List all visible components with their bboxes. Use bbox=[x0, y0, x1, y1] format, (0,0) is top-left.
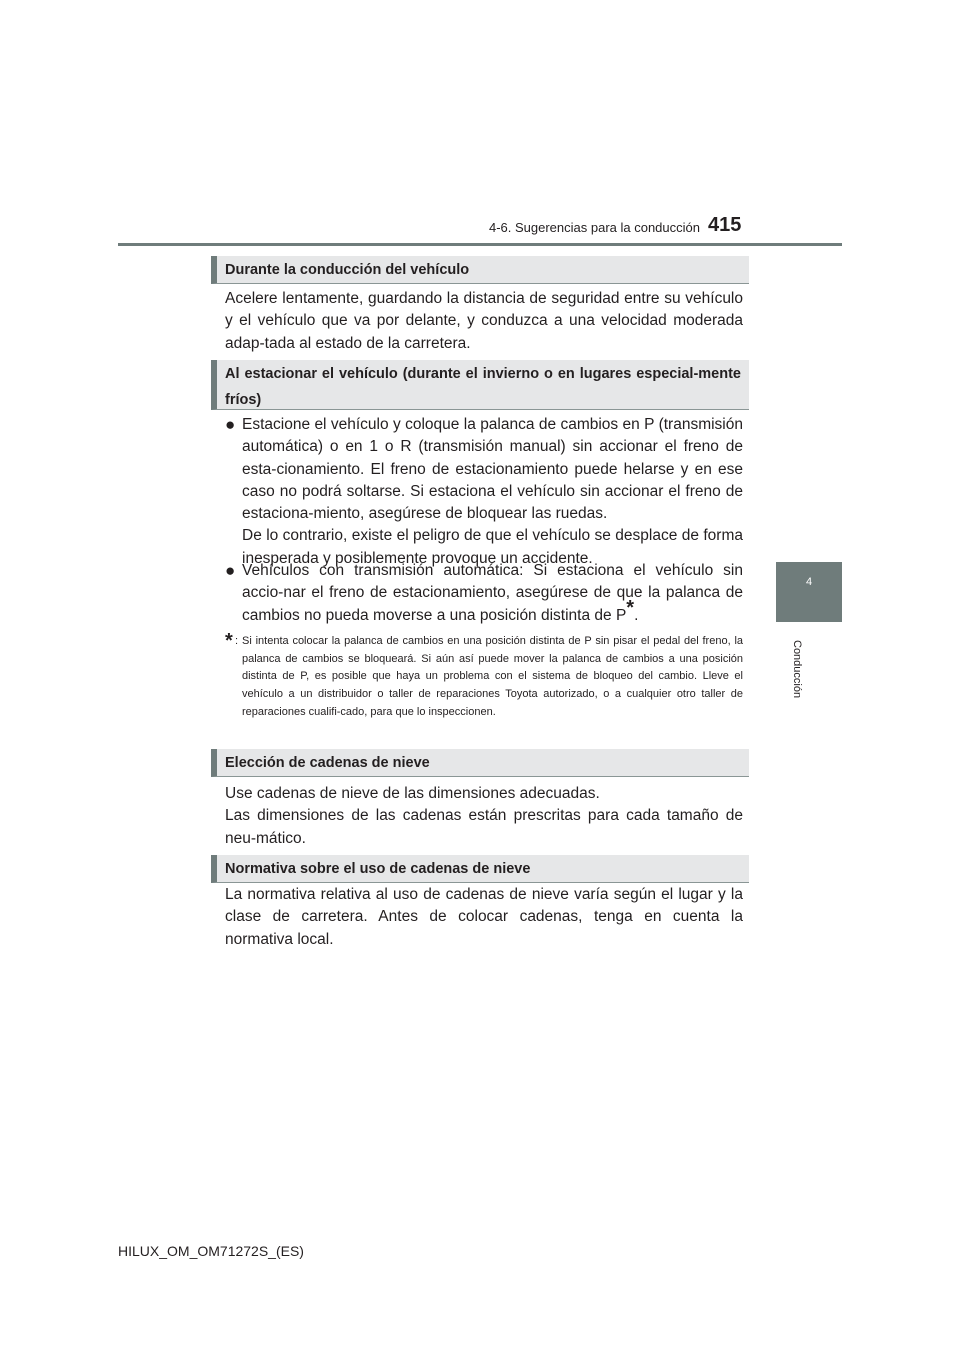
paragraph-line: Las dimensiones de las cadenas están prescritas para cada tamaño de neu-mático. bbox=[225, 807, 743, 847]
bullet-text bbox=[242, 414, 743, 570]
bullet-item-automatic-transmission bbox=[225, 560, 743, 627]
section-heading-text: Al estacionar el vehículo (durante el invierno o en lugares especial-mente fríos) bbox=[225, 366, 741, 408]
section-heading-driving bbox=[211, 256, 749, 284]
footer-doc-code: HILUX_OM_OM71272S_(ES) bbox=[118, 1243, 304, 1259]
bullet-text-line: Estacione el vehículo y coloque la palanca de cambios en P (transmisión automática) o en 1 o R (transmisión manual) sin accionar el freno de esta-cionamiento. El freno de estacionamiento puede helarse y en ese caso no podrá soltarse. Si estaciona el vehículo sin accionar el freno de estaciona-miento, asegúrese de bloquear las ruedas. bbox=[242, 416, 743, 523]
bullet-text-line: De lo contrario, existe el peligro de que el vehículo se desplace de forma inesperada y posiblemente provoque un accidente. bbox=[242, 527, 743, 567]
footnote-colon: : bbox=[235, 635, 239, 647]
paragraph-snow-chains-regulations: La normativa relativa al uso de cadenas de nieve varía según el lugar y la clase de carretera. Antes de colocar cadenas, tenga en cuenta la normativa local. bbox=[225, 886, 743, 948]
chapter-tab bbox=[776, 562, 842, 622]
footnote-mark: * bbox=[225, 630, 233, 652]
footnote-reference: * bbox=[626, 596, 635, 619]
section-heading-snow-chains-regulations bbox=[211, 855, 749, 883]
paragraph-driving: Acelere lentamente, guardando la distancia de seguridad entre su vehículo y el vehículo que va por delante, y conduzca a una velocidad moderada adap-tada al estado de la carretera. bbox=[225, 290, 743, 352]
chapter-tab-number: 4 bbox=[805, 576, 813, 588]
footnote bbox=[225, 630, 743, 722]
bullet-text bbox=[242, 560, 743, 627]
bullet-text-body: Vehículos con transmisión automática: Si estaciona el vehículo sin accio-nar el freno de estacionamiento, asegúrese de que la palanca de cambios no pueda moverse a una posición distinta de P bbox=[242, 562, 743, 624]
paragraph-line: Use cadenas de nieve de las dimensiones adecuadas. bbox=[225, 785, 600, 802]
section-heading-text: Elección de cadenas de nieve bbox=[225, 755, 430, 771]
running-header-section: 4-6. Sugerencias para la conducción bbox=[488, 220, 700, 235]
page-number: 415 bbox=[708, 214, 742, 236]
header-rule bbox=[118, 243, 842, 246]
section-heading-text: Durante la conducción del vehículo bbox=[225, 262, 470, 278]
bullet-item-parking-brake bbox=[225, 414, 743, 570]
section-heading-snow-chains-choice bbox=[211, 749, 749, 777]
section-heading-text: Normativa sobre el uso de cadenas de nieve bbox=[225, 861, 531, 877]
section-heading-parking bbox=[211, 360, 749, 410]
paragraph-snow-chains-choice bbox=[225, 783, 743, 850]
bullet-dot-icon: ● bbox=[225, 415, 236, 434]
bullet-text-end: . bbox=[634, 606, 639, 624]
chapter-tab-label: Conducción bbox=[791, 640, 803, 699]
bullet-dot-icon: ● bbox=[225, 561, 236, 580]
footnote-text: Si intenta colocar la palanca de cambios en una posición distinta de P sin pisar el pedal del freno, la palanca de cambios se bloqueará. Si aún así puede mover la palanca de cambios a una posición distinta de P, es posible que haya un problema con el sistema de bloqueo del cambio. Lleve el vehículo a un distribuidor o taller de reparaciones Toyota autorizado, o a cualquier otro taller de reparaciones cualifi-cado, para que lo inspeccionen. bbox=[242, 635, 743, 718]
